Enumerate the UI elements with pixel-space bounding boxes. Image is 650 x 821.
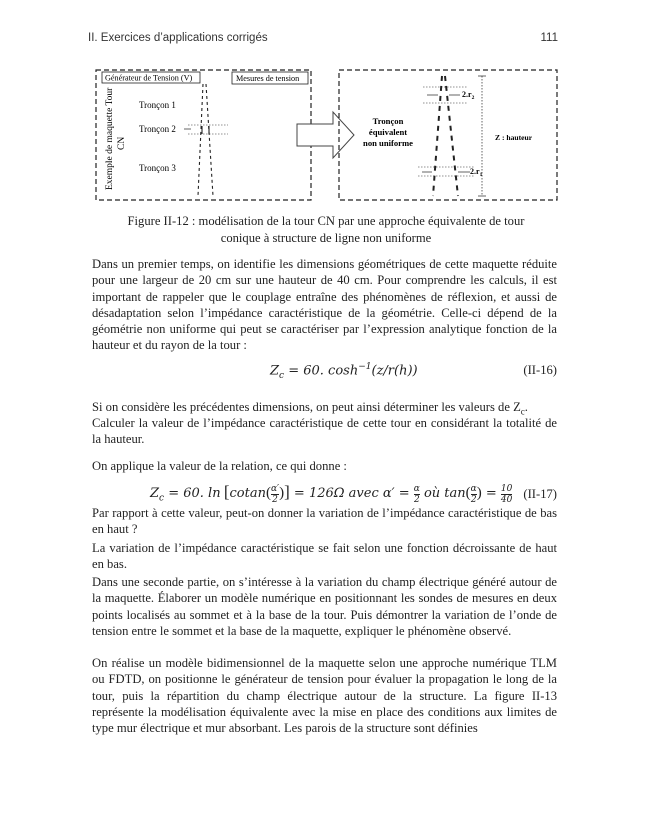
paragraph-8: On réalise un modèle bidimensionnel de la maquette selon une approche numérique TLM ou FDTD, on positionne le générateur de tension pour évaluer la propagation le long de la tour, puis la répartition du champ électrique autour de la structure. La figure II-13 représente la modélisation équivalente avec la mise en place des conditions aux limites de type mur électrique et mur absorbant. Les parois de la structure sont définies [92, 656, 557, 736]
chapter-title: II. Exercices d’applications corrigés [88, 32, 268, 44]
paragraph-4: On applique la valeur de la relation, ce qui donne : [92, 459, 347, 473]
equation-ii-16 [270, 362, 418, 381]
eq17-frac-3-num: α [470, 483, 477, 494]
caption-line-1: Figure II-12 : modélisation de la tour CN par une approche équivalente de tour [127, 214, 525, 228]
eq17-frac-3-den: 2 [470, 494, 477, 505]
equiv-label-line1: Tronçon [372, 116, 404, 126]
eq17-frac-4-num: 10 [500, 483, 513, 494]
paragraph-5: Par rapport à cette valeur, peut-on donner la variation de l’impédance caractéristique de bas en haut ? [92, 506, 557, 537]
side-label-2: CN [117, 136, 127, 150]
eq17-frac-2-den: 2 [413, 494, 420, 505]
caption-line-2: conique à structure de ligne non uniforme [220, 231, 432, 245]
paragraph-3: Calculer la valeur de l’impédance caractéristique de cette tour en considérant la totalité de la hauteur. [92, 416, 557, 447]
eq17-ln: = 60. ln [164, 486, 221, 501]
eq16-lhs: Z [270, 363, 280, 379]
eq17-cotan: cotan [229, 486, 266, 501]
paragraph-2-end: . [524, 400, 528, 414]
eq17-sub: c [159, 493, 165, 504]
troncon-3-label: Tronçon 3 [139, 163, 176, 173]
r1-label: $2.r_1$ [470, 167, 483, 178]
measures-label: Mesures de tension [236, 74, 300, 83]
cone-right-edge [445, 76, 458, 196]
paragraph-1: Dans un premier temps, on identifie les dimensions géométriques de cette maquette réduite pour une largeur de 20 cm sur une hauteur de 40 cm. Pour comprendre les calculs, il est important de rappeler que le couplage entraîne des phénomènes de réflexion, et aussi de désadaptation selon l’impédance caractéristique de la géométrie. Celle-ci dépend de la géométrie non uniforme qui peut se caractériser par l’expression analytique fonction de la hauteur et du rayon de la tour : [92, 257, 557, 353]
cone-left-edge [433, 76, 442, 196]
eq17-frac-4 [501, 484, 512, 505]
troncon-2-label: Tronçon 2 [139, 124, 176, 134]
eq16-rhs: = 60. cosh [284, 363, 359, 379]
tower-left-edge [198, 84, 203, 196]
eq17-frac-2-num: α [413, 483, 420, 494]
eq17-frac-1-num: α′ [270, 483, 280, 494]
eq17-value: = 126Ω avec α′ = [289, 486, 414, 501]
equiv-label-line3: non uniforme [363, 138, 413, 148]
page-number: 111 [540, 32, 558, 44]
height-label: Z : hauteur [495, 133, 533, 142]
figure-ii-12 [92, 68, 560, 205]
eq17-frac-1 [271, 484, 279, 505]
page-header [88, 32, 558, 50]
eq16-arg: (z/r(h)) [371, 363, 418, 379]
eq16-sup: −1 [358, 362, 372, 372]
generator-label: Générateur de Tension (V) [105, 73, 193, 83]
eq16-sub: c [279, 370, 285, 381]
transform-arrow [297, 112, 354, 158]
paragraph-6: La variation de l’impédance caractéristique se fait selon une fonction décroissante de haut en bas. [92, 541, 557, 572]
paragraph-2-sub: c [520, 406, 525, 417]
equation-number-ii-16: (II-16) [523, 363, 557, 377]
troncon-1-label: Tronçon 1 [139, 100, 176, 110]
eq17-tan: où tan [419, 486, 466, 501]
left-dashed-box [96, 70, 311, 200]
equation-number-ii-17: (II-17) [523, 487, 557, 501]
paragraph-7: Dans une seconde partie, on s’intéresse à la variation du champ électrique généré autour de la maquette. Élaborer un modèle numérique en positionnant les sondes de mesures en deux points localisés au sommet et à la base de la tour. Puis démontrer la variation de l’onde de tension entre le sommet et la base de la maquette, expliquer le phénomène observé. [92, 575, 557, 638]
eq17-frac-1-den: 2 [272, 494, 278, 505]
equiv-label-line2: équivalent [368, 127, 408, 137]
side-label-1: Exemple de maquette Tour [105, 87, 115, 190]
tower-right-edge [206, 84, 213, 196]
r2-label: $2.r_2$ [462, 90, 475, 101]
equation-ii-17: $Z_c = 60$. ln [cotan( $\frac{\alpha'}{2}$ )] = 126Ω avec α′ = $\frac{\alpha}{2}$ où tan( $\frac{\alpha}{2}$ ) = $\frac{10}{40}$ [150, 482, 513, 505]
figure-caption [92, 213, 560, 247]
paragraph-2-text: Si on considère les précédentes dimensions, on peut ainsi déterminer les valeurs de Z [92, 400, 521, 414]
eq17-lhs: Z [150, 486, 160, 501]
figure-diagram [92, 68, 560, 205]
eq17-frac-4-den: 40 [500, 494, 513, 505]
